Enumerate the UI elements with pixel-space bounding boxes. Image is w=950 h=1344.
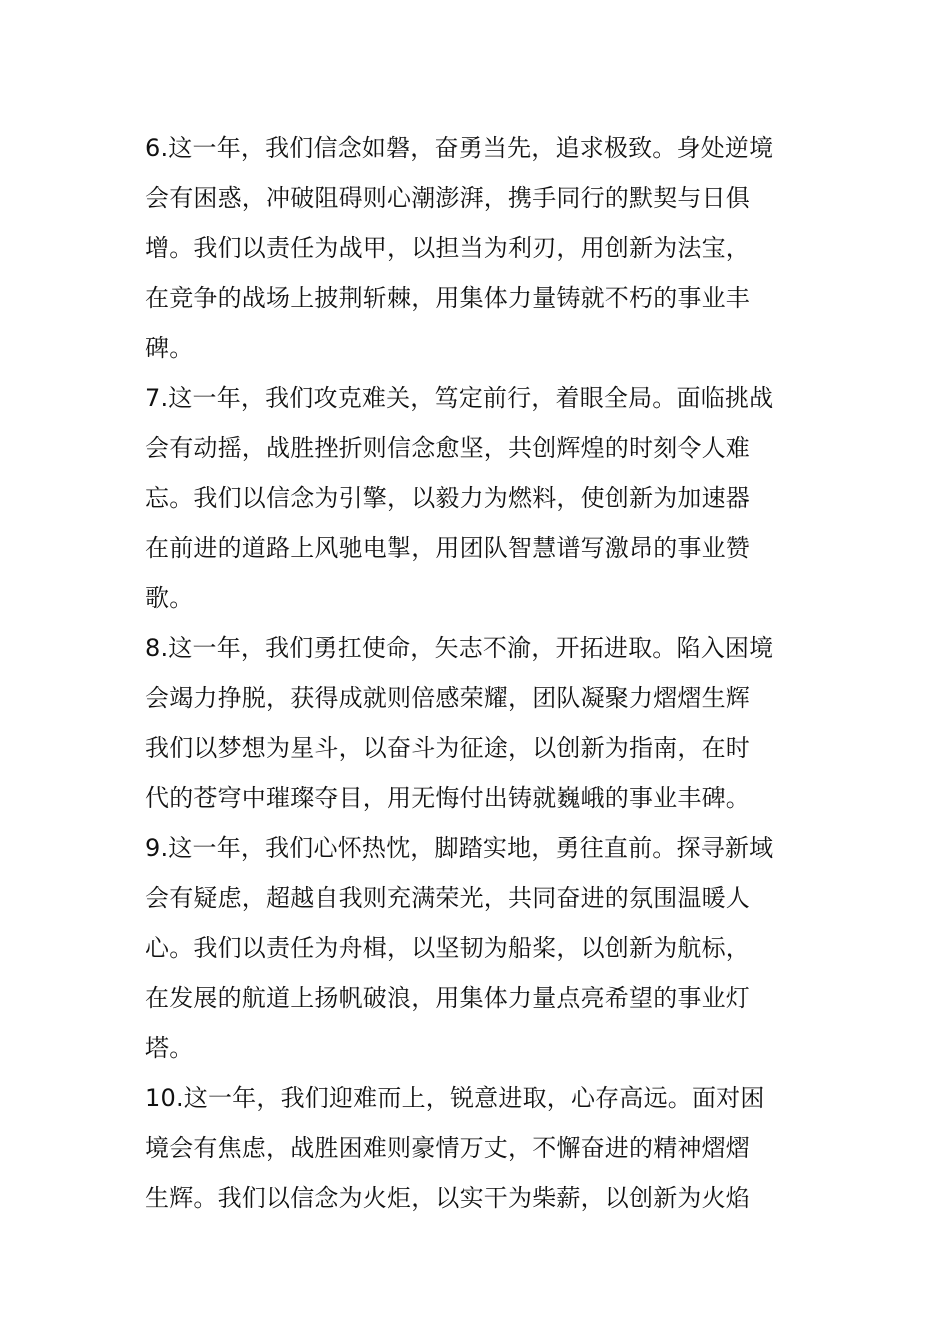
text-line: 会有动摇，战胜挫折则信念愈坚，共创辉煌的时刻令人难 [145,434,750,462]
text-line: 忘。我们以信念为引擎，以毅力为燃料，使创新为加速器 [145,484,750,512]
text-line: 10.这一年，我们迎难而上，锐意进取，心存高远。面对困 [145,1084,765,1112]
text-line: 歌。 [145,584,194,612]
text-line: 8.这一年，我们勇扛使命，矢志不渝，开拓进取。陷入困境 [145,634,774,662]
document-body [145,123,815,1223]
text-line: 6.这一年，我们信念如磐，奋勇当先，追求极致。身处逆境 [145,134,774,162]
text-line: 会有困惑，冲破阻碍则心潮澎湃，携手同行的默契与日俱 [145,184,750,212]
text-line: 代的苍穹中璀璨夺目，用无悔付出铸就巍峨的事业丰碑。 [145,784,750,812]
text-line: 生辉。我们以信念为火炬，以实干为柴薪，以创新为火焰 [145,1184,750,1212]
text-line: 在竞争的战场上披荆斩棘，用集体力量铸就不朽的事业丰 [145,284,750,312]
text-line: 我们以梦想为星斗，以奋斗为征途，以创新为指南，在时 [145,734,750,762]
text-line: 在前进的道路上风驰电掣，用团队智慧谱写激昂的事业赞 [145,534,750,562]
text-line: 心。我们以责任为舟楫，以坚韧为船桨，以创新为航标， [145,934,750,962]
text-line: 会有疑虑，超越自我则充满荣光，共同奋进的氛围温暖人 [145,884,750,912]
text-line: 在发展的航道上扬帆破浪，用集体力量点亮希望的事业灯 [145,984,750,1012]
text-line: 7.这一年，我们攻克难关，笃定前行，着眼全局。面临挑战 [145,384,774,412]
text-line: 境会有焦虑，战胜困难则豪情万丈，不懈奋进的精神熠熠 [145,1134,750,1162]
text-line: 碑。 [145,334,194,362]
text-line: 塔。 [145,1034,194,1062]
text-line: 会竭力挣脱，获得成就则倍感荣耀，团队凝聚力熠熠生辉 [145,684,750,712]
text-line: 9.这一年，我们心怀热忱，脚踏实地，勇往直前。探寻新域 [145,834,774,862]
text-line: 增。我们以责任为战甲，以担当为利刃，用创新为法宝， [145,234,750,262]
